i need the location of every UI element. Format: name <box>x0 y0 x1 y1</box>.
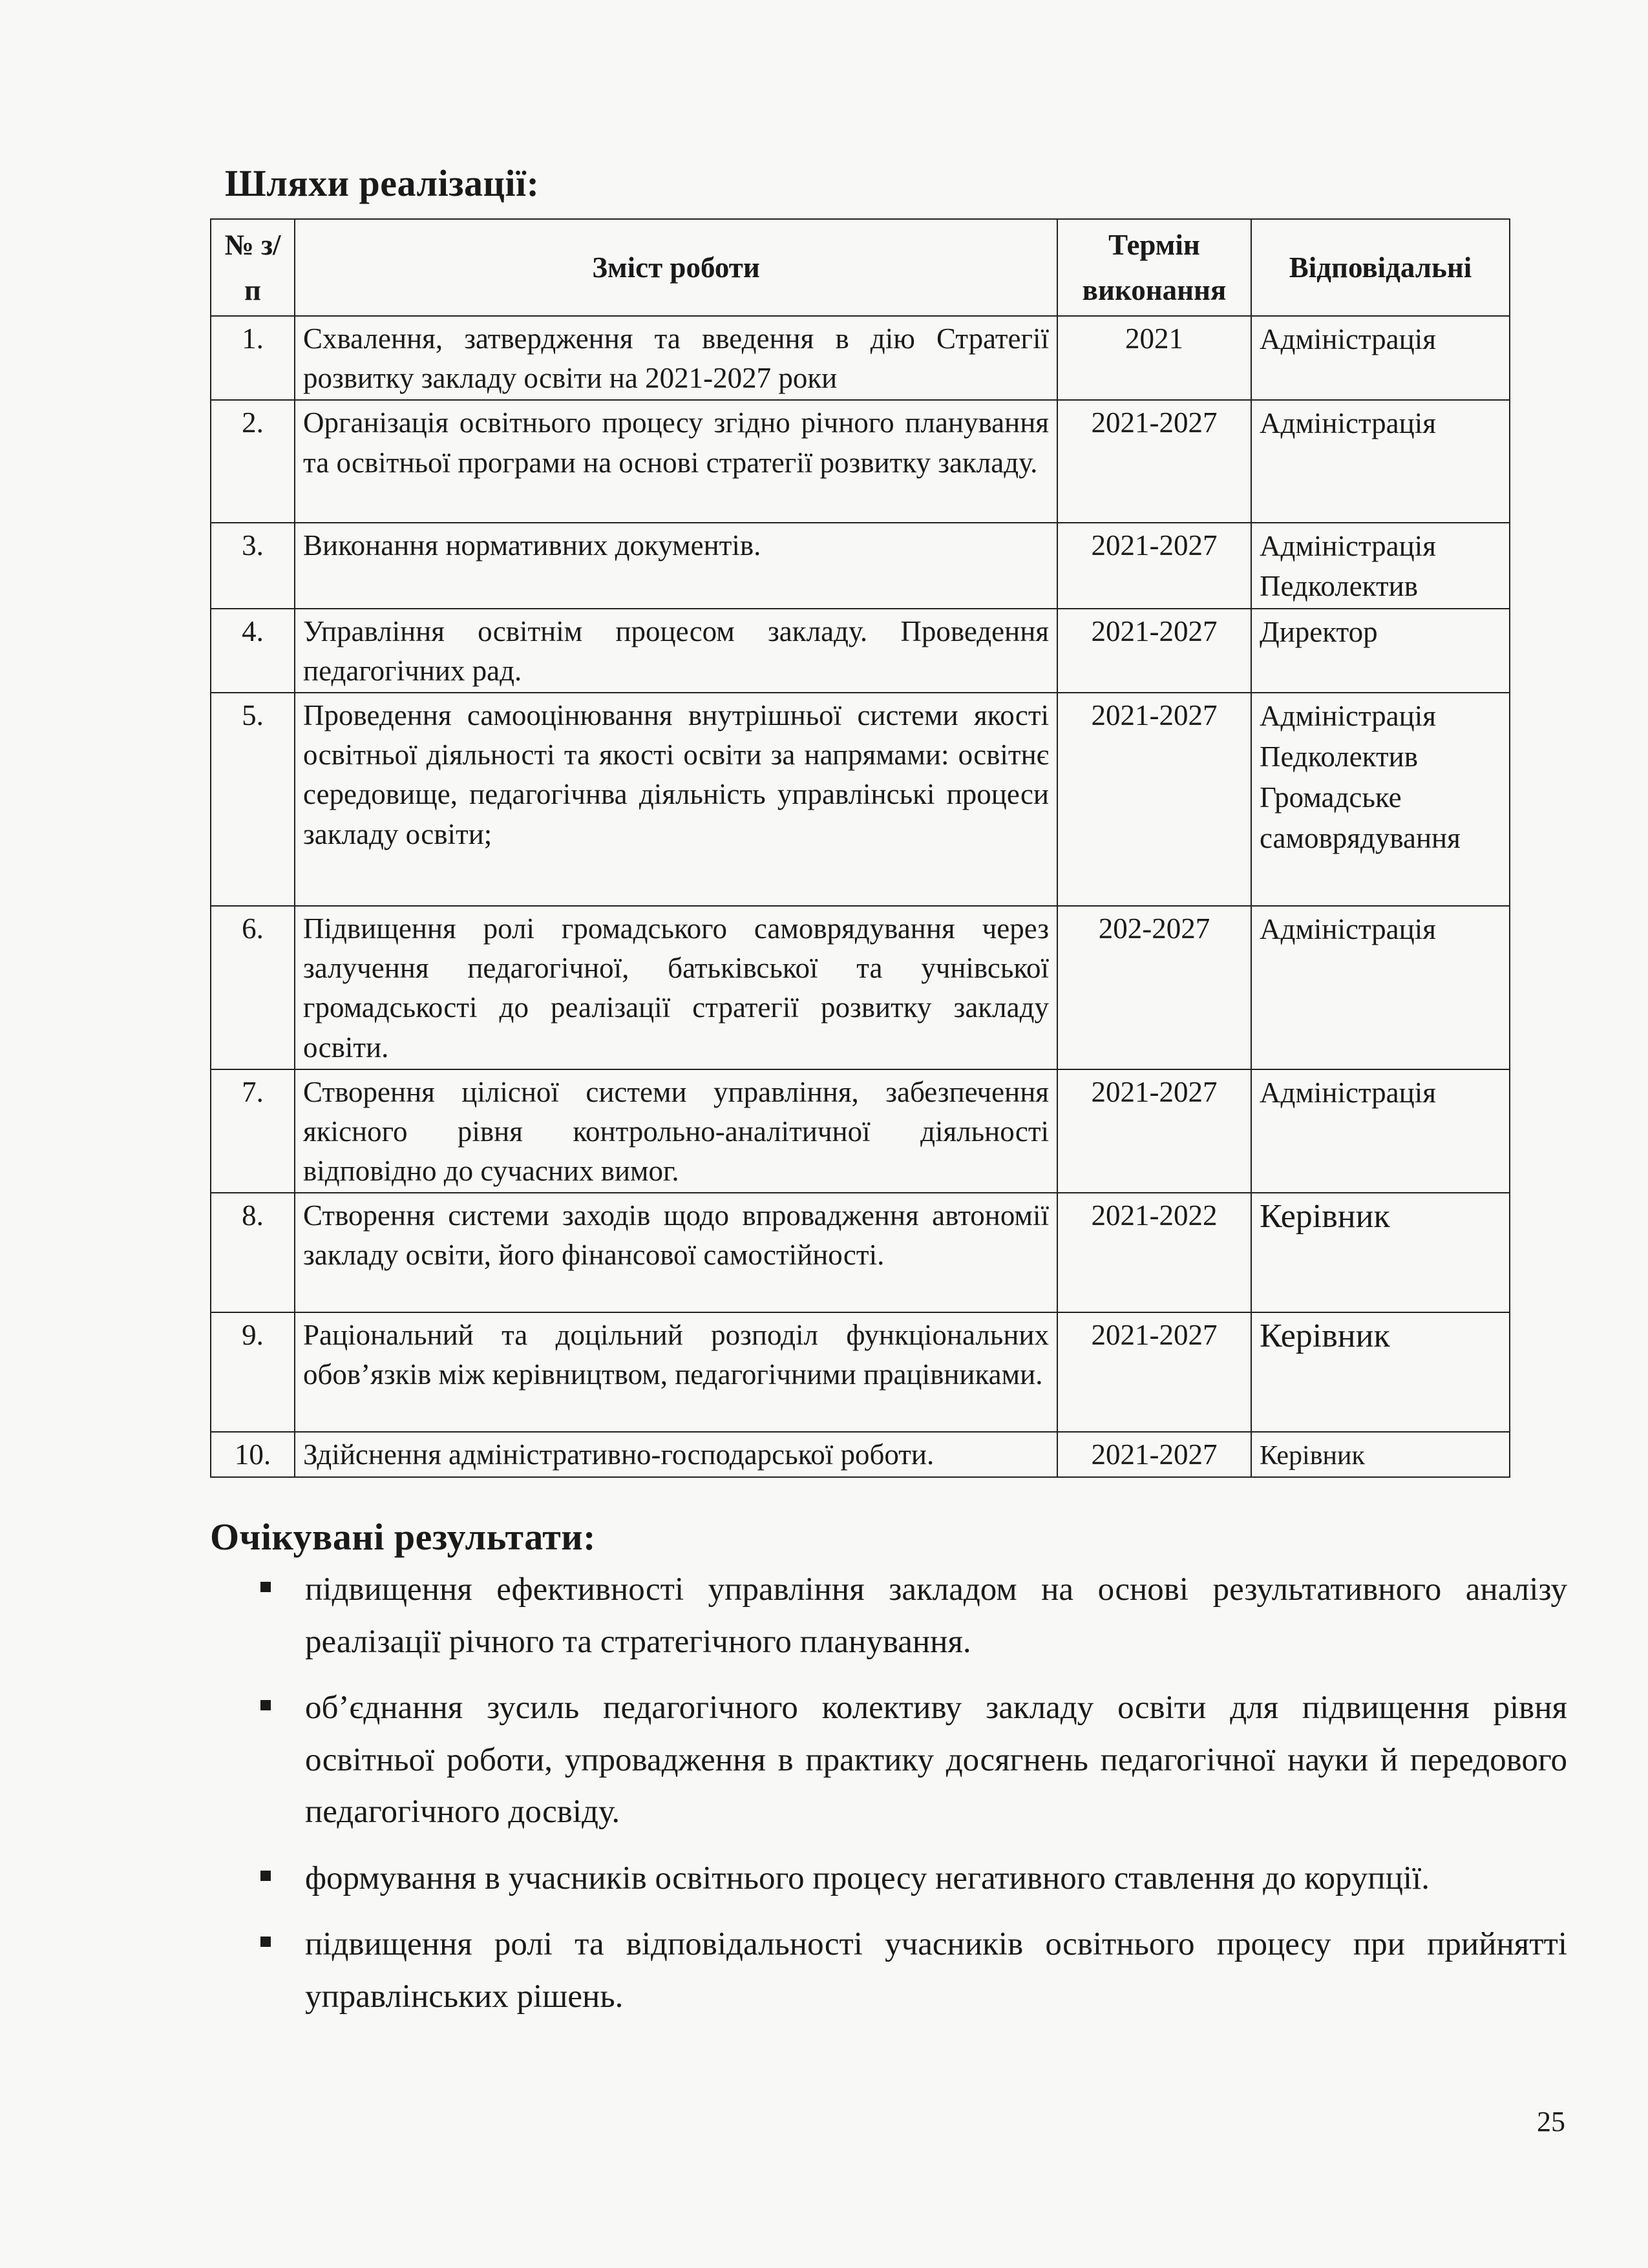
row-number: 10. <box>211 1432 295 1477</box>
responsible-name: Громадське самоврядування <box>1260 781 1461 854</box>
list-item <box>255 1564 1567 1668</box>
row-term: 2021-2022 <box>1057 1193 1251 1312</box>
row-responsible <box>1251 906 1510 1069</box>
row-responsible <box>1251 1193 1510 1312</box>
responsible-name: Педколектив <box>1260 570 1418 603</box>
results-list <box>255 1564 1567 2037</box>
square-bullet-icon <box>260 1937 271 1947</box>
row-term: 2021-2027 <box>1057 523 1251 608</box>
table-row <box>211 1432 1510 1477</box>
row-term: 2021-2027 <box>1057 693 1251 906</box>
row-number: 6. <box>211 906 295 1069</box>
row-term: 2021 <box>1057 316 1251 400</box>
square-bullet-icon <box>260 1700 271 1710</box>
table-row <box>211 1312 1510 1432</box>
header-content: Зміст роботи <box>295 219 1057 316</box>
row-term: 202-2027 <box>1057 906 1251 1069</box>
responsible-name: Адміністрація <box>1260 912 1436 945</box>
page-number: 25 <box>1537 2106 1565 2137</box>
table-row <box>211 1193 1510 1312</box>
row-number: 7. <box>211 1069 295 1193</box>
row-responsible <box>1251 609 1510 693</box>
implementation-table <box>210 218 1510 1478</box>
row-content: Управління освітнім процесом закладу. Проведення педагогічних рад. <box>295 609 1057 693</box>
square-bullet-icon <box>260 1871 271 1881</box>
responsible-name: Керівник <box>1260 1198 1390 1235</box>
list-item-text: підвищення ефективності управління закладом на основі результативного аналізу реалізації річного та стратегічного планування. <box>305 1571 1567 1660</box>
row-responsible <box>1251 523 1510 608</box>
row-responsible <box>1251 1069 1510 1193</box>
table-row <box>211 1069 1510 1193</box>
table-row <box>211 316 1510 400</box>
responsible-name: Адміністрація <box>1260 323 1436 355</box>
table-header-row <box>211 219 1510 316</box>
header-responsible: Відповідальні <box>1251 219 1510 316</box>
results-title: Очікувані результати: <box>210 1516 596 1558</box>
row-number: 2. <box>211 400 295 523</box>
header-number: № з/п <box>211 219 295 316</box>
row-content: Створення системи заходів щодо впровадження автономії закладу освіти, його фінансової самостійності. <box>295 1193 1057 1312</box>
row-number: 8. <box>211 1193 295 1312</box>
section-title: Шляхи реалізації: <box>225 162 540 204</box>
row-term: 2021-2027 <box>1057 1312 1251 1432</box>
responsible-name: Керівник <box>1260 1318 1390 1355</box>
row-term: 2021-2027 <box>1057 1069 1251 1193</box>
list-item <box>255 1682 1567 1838</box>
row-content: Створення цілісної системи управління, забезпечення якісного рівня контрольно-аналітичної діяльності відповідно до сучасних вимог. <box>295 1069 1057 1193</box>
row-number: 3. <box>211 523 295 608</box>
list-item <box>255 1918 1567 2022</box>
row-content: Раціональний та доцільний розподіл функціональних обов’язків між керівництвом, педагогічними працівниками. <box>295 1312 1057 1432</box>
row-content: Виконання нормативних документів. <box>295 523 1057 608</box>
row-responsible <box>1251 400 1510 523</box>
row-term: 2021-2027 <box>1057 400 1251 523</box>
square-bullet-icon <box>260 1582 271 1592</box>
row-content: Організація освітнього процесу згідно річного планування та освітньої програми на основі стратегії розвитку закладу. <box>295 400 1057 523</box>
table-row <box>211 906 1510 1069</box>
table-row <box>211 693 1510 906</box>
responsible-name: Директор <box>1260 615 1378 648</box>
list-item-text: формування в учасників освітнього процесу негативного ставлення до корупції. <box>305 1860 1430 1896</box>
row-responsible <box>1251 1312 1510 1432</box>
responsible-name: Педколектив <box>1260 740 1418 773</box>
row-responsible <box>1251 693 1510 906</box>
row-content: Схвалення, затвердження та введення в дію Стратегії розвитку закладу освіти на 2021-2027 роки <box>295 316 1057 400</box>
row-responsible <box>1251 316 1510 400</box>
list-item-text: підвищення ролі та відповідальності учасників освітнього процесу при прийнятті управлінських рішень. <box>305 1926 1567 2015</box>
table-row <box>211 609 1510 693</box>
row-number: 9. <box>211 1312 295 1432</box>
row-content: Здійснення адміністративно-господарської роботи. <box>295 1432 1057 1477</box>
row-number: 5. <box>211 693 295 906</box>
row-term: 2021-2027 <box>1057 1432 1251 1477</box>
table-row <box>211 400 1510 523</box>
responsible-name: Керівник <box>1260 1441 1365 1471</box>
row-responsible <box>1251 1432 1510 1477</box>
list-item-text: об’єднання зусиль педагогічного колективу закладу освіти для підвищення рівня освітньої роботи, упровадження в практику досягнень педагогічної науки й передового педагогічного досвіду. <box>305 1690 1567 1831</box>
header-term: Термін виконання <box>1057 219 1251 316</box>
row-content: Проведення самооцінювання внутрішньої системи якості освітньої діяльності та якості освіти за напрямами: освітнє середовище, педагогічнва діяльність управлінські процеси закладу освіти; <box>295 693 1057 906</box>
list-item <box>255 1853 1567 1905</box>
responsible-name: Адміністрація <box>1260 530 1436 563</box>
row-content: Підвищення ролі громадського самоврядування через залучення педагогічної, батьківської та учнівської громадськості до реалізації стратегії розвитку закладу освіти. <box>295 906 1057 1069</box>
responsible-name: Адміністрація <box>1260 1076 1436 1109</box>
responsible-name: Адміністрація <box>1260 407 1436 440</box>
row-number: 4. <box>211 609 295 693</box>
responsible-name: Адміністрація <box>1260 699 1436 732</box>
table-row <box>211 523 1510 608</box>
row-number: 1. <box>211 316 295 400</box>
row-term: 2021-2027 <box>1057 609 1251 693</box>
